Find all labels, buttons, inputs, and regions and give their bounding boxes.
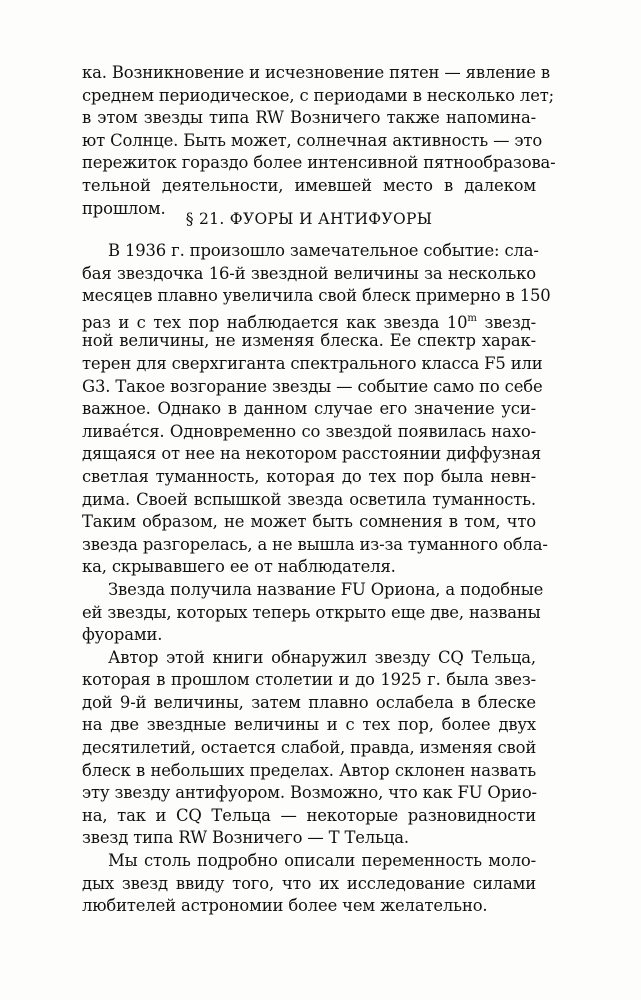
text-line: важное. Однако в данном случае его значение уси- bbox=[82, 399, 536, 419]
text-line: бая звездочка 16-й звездной величины за несколько bbox=[82, 263, 536, 283]
text-line: фуорами. bbox=[82, 625, 163, 645]
text-line: звезда разгорелась, а не вышла из-за туманного обла- bbox=[82, 534, 548, 554]
text-line: на, так и CQ Тельца — некоторые разновидности bbox=[82, 805, 536, 825]
text-line: прошлом. bbox=[82, 198, 166, 218]
text-line: десятилетий, остается слабой, правда, изменяя свой bbox=[82, 738, 537, 758]
text-line: В 1936 г. произошло замечательное событие: сла- bbox=[108, 241, 539, 260]
line-text: раз и с тех пор наблюдается как звезда 10 bbox=[82, 312, 468, 332]
text-line: дых звезд ввиду того, что их исследование силами bbox=[82, 873, 536, 893]
text-line: тельной деятельности, имевшей место в далеком bbox=[82, 175, 536, 195]
text-line: любителей астрономии более чем желательно. bbox=[82, 896, 488, 916]
text-line: Автор этой книги обнаружил звезду CQ Тельца, bbox=[108, 647, 536, 667]
paragraph-antifuor bbox=[82, 647, 536, 850]
text-line: ной величины, не изменяя блеска. Ее спектр харак- bbox=[82, 331, 536, 351]
magnitude-superscript: m bbox=[467, 312, 477, 324]
text-line: дящаяся от нее на некотором расстоянии диффузная bbox=[82, 444, 542, 464]
line-text-end: звезд- bbox=[476, 312, 536, 332]
text-line: дой 9-й величины, затем плавно ослабела в блеске bbox=[82, 692, 536, 712]
text-line: эту звезду антифуором. Возможно, что как FU Орио- bbox=[82, 783, 537, 803]
text-line: ка, скрывавшего ее от наблюдателя. bbox=[82, 557, 396, 577]
text-line-with-superscript bbox=[82, 308, 536, 331]
continued-paragraph bbox=[82, 62, 556, 220]
text-line: Звезда получила название FU Ориона, а подобные bbox=[108, 579, 544, 599]
section-body bbox=[82, 240, 551, 918]
text-line: ка. Возникновение и исчезновение пятен — явление в bbox=[82, 63, 550, 82]
paragraph-conclusion bbox=[82, 850, 536, 918]
text-line: G3. Такое возгорание звезды — событие само по себе bbox=[82, 376, 543, 396]
text-line: среднем периодическое, с периодами в несколько лет; bbox=[82, 85, 555, 105]
text-line: звезд типа RW Возничего — Т Тельца. bbox=[82, 828, 409, 848]
text-line: терен для сверхгиганта спектрального класса F5 или bbox=[82, 353, 543, 373]
text-line: которая в прошлом столетии и до 1925 г. была звез- bbox=[82, 670, 536, 690]
text-line: блеск в небольших пределах. Автор склонен назвать bbox=[82, 760, 536, 780]
section-heading: § 21. ФУОРЫ И АНТИФУОРЫ bbox=[185, 210, 433, 228]
paragraph-fuors-naming bbox=[82, 579, 544, 647]
text-line: ют Солнце. Быть может, солнечная активность — это bbox=[82, 130, 543, 150]
text-line: пережиток гораздо более интенсивной пятнообразова- bbox=[82, 153, 556, 173]
text-line: в этом звезды типа RW Возничего также напомина- bbox=[82, 108, 536, 128]
text-line: ливае́тся. Одновременно со звездой появилась нахо- bbox=[82, 421, 536, 441]
text-line: ей звезды, которых теперь открыто еще две, названы bbox=[82, 602, 541, 622]
text-line: месяцев плавно увеличила свой блеск примерно в 150 bbox=[82, 286, 551, 306]
text-line: дима. Своей вспышкой звезда осветила туманность. bbox=[82, 489, 536, 509]
text-line: Мы столь подробно описали переменность моло- bbox=[108, 851, 536, 871]
text-line: светлая туманность, которая до тех пор была невн- bbox=[82, 466, 536, 486]
paragraph-fu-orionis-event bbox=[82, 240, 551, 579]
text-line: Таким образом, не может быть сомнения в том, что bbox=[82, 512, 536, 532]
text-line: на две звездные величины и с тех пор, более двух bbox=[82, 715, 536, 735]
